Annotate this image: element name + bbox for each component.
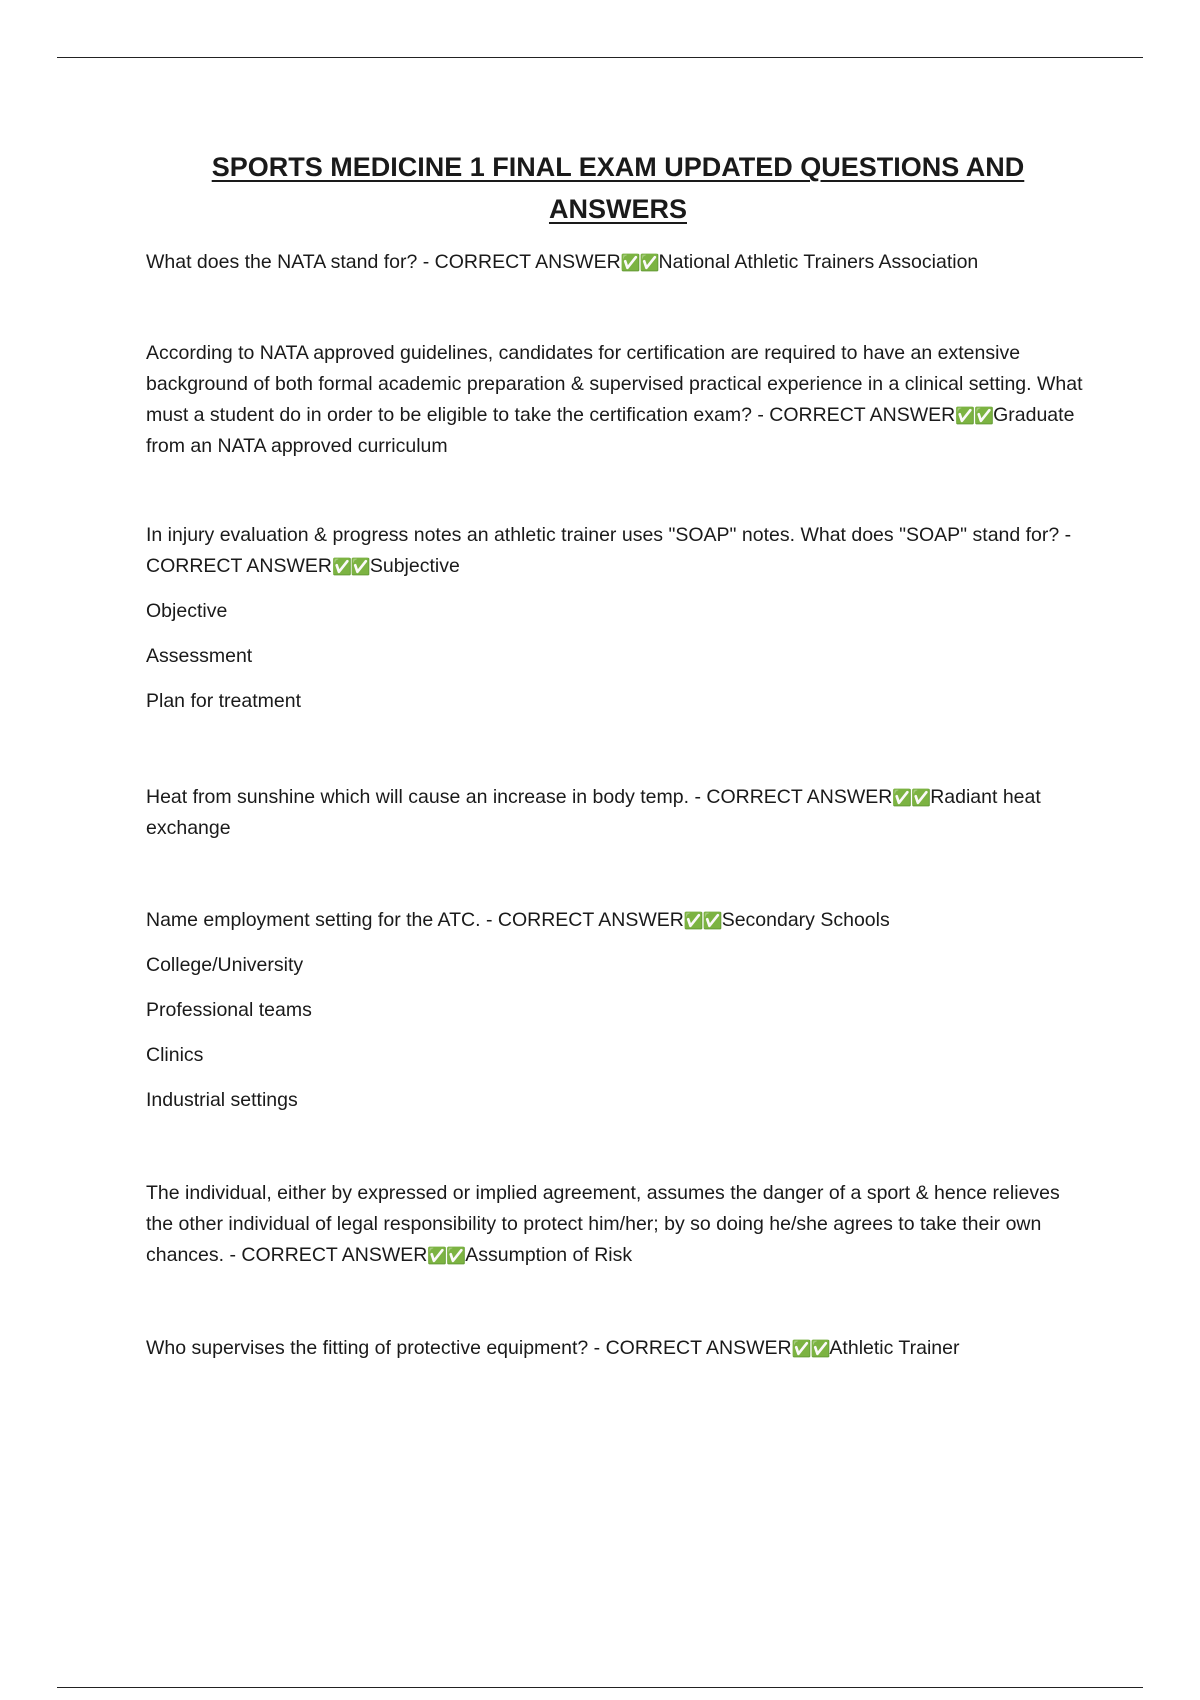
check-icon: ✅✅: [332, 557, 370, 576]
check-icon: ✅✅: [791, 1339, 830, 1358]
qa-line: [146, 782, 1086, 844]
extra-answer: Industrial settings: [146, 1089, 298, 1111]
question-text: The individual, either by expressed or implied agreement, assumes the danger of a sport & hence relieves the other individual of legal responsibility to protect him/her; by so doing he/she agrees to take their own chances.: [146, 1182, 1060, 1266]
qa-line: [146, 905, 1086, 936]
question-text: What does the NATA stand for?: [146, 251, 418, 273]
question-text: In injury evaluation & progress notes an athletic trainer uses "SOAP" notes. What does "SOAP" stand for?: [146, 524, 1060, 546]
question-text: Heat from sunshine which will cause an increase in body temp.: [146, 786, 690, 808]
check-icon: ✅✅: [683, 911, 722, 930]
extra-answer: Professional teams: [146, 999, 312, 1021]
qa-item-7: [146, 1333, 1086, 1364]
check-icon: ✅✅: [620, 253, 659, 272]
answer-text: Graduate from an NATA approved curriculum: [146, 404, 1075, 457]
answer-marker: - CORRECT ANSWER: [417, 251, 621, 273]
answer-marker: - CORRECT ANSWER: [224, 1244, 428, 1266]
question-text: Name employment setting for the ATC.: [146, 909, 481, 931]
check-icon: ✅✅: [427, 1246, 466, 1265]
top-rule: [57, 57, 1143, 58]
check-icon: ✅✅: [955, 406, 994, 425]
qa-item-1: [146, 247, 1086, 278]
qa-line: [146, 1333, 1086, 1364]
qa-item-5: [146, 905, 1086, 1116]
qa-line: [146, 338, 1086, 462]
question-text: According to NATA approved guidelines, candidates for certification are required to have an extensive background of both formal academic preparation & supervised practical experience in a clinical setting. What must a student do in order to be eligible to take the certification exam?: [146, 342, 1083, 426]
answer-marker: - CORRECT ANSWER: [146, 524, 1072, 577]
qa-item-3: [146, 520, 1086, 717]
extra-answer: College/University: [146, 954, 304, 976]
qa-line: [146, 1178, 1086, 1271]
answer-text: Athletic Trainer: [829, 1337, 960, 1359]
answer-text: Radiant heat exchange: [146, 786, 1041, 839]
answer-marker: - CORRECT ANSWER: [751, 404, 956, 426]
answer-marker: - CORRECT ANSWER: [480, 909, 684, 931]
extra-answer: Objective: [146, 600, 228, 622]
extra-answer: Clinics: [146, 1044, 204, 1066]
question-text: Who supervises the fitting of protective equipment?: [146, 1337, 589, 1359]
check-icon: ✅✅: [892, 788, 931, 807]
bottom-rule: [57, 1687, 1143, 1688]
answer-text: National Athletic Trainers Association: [658, 251, 979, 273]
extra-answer: Assessment: [146, 645, 253, 667]
qa-item-4: [146, 782, 1086, 844]
answer-marker: - CORRECT ANSWER: [689, 786, 893, 808]
extra-answer: Plan for treatment: [146, 690, 301, 712]
document-title: SPORTS MEDICINE 1 FINAL EXAM UPDATED QUESTIONS AND ANSWERS: [211, 152, 1025, 224]
answer-text: Subjective: [369, 555, 460, 577]
qa-item-2: [146, 338, 1086, 462]
qa-item-6: [146, 1178, 1086, 1271]
qa-line: [146, 520, 1086, 582]
answer-text: Secondary Schools: [721, 909, 890, 931]
qa-line: [146, 247, 1086, 278]
answer-text: Assumption of Risk: [465, 1244, 633, 1266]
answer-marker: - CORRECT ANSWER: [588, 1337, 792, 1359]
